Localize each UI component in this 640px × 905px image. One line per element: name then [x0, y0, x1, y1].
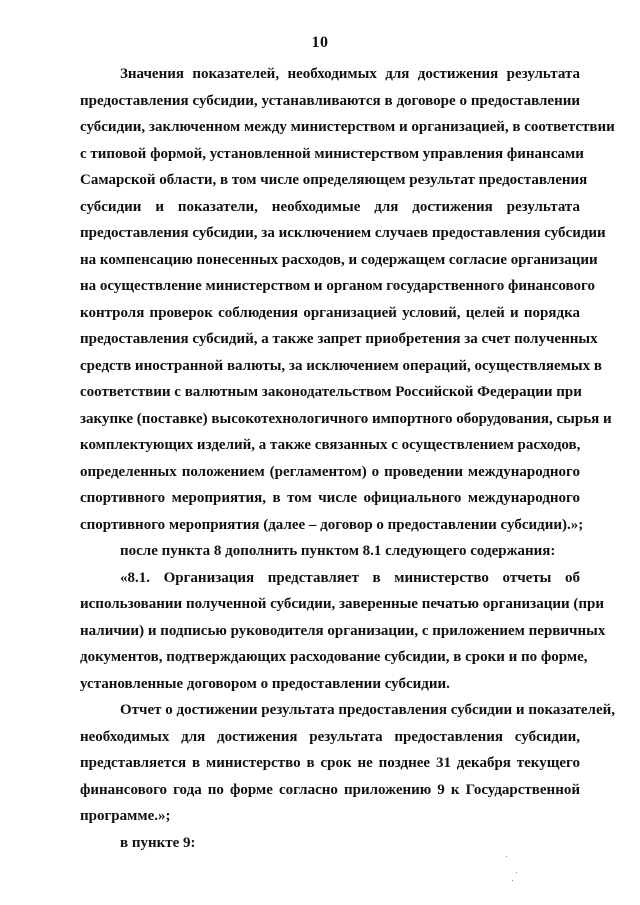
paragraph-1-line-5: Самарской области, в том числе определяющем результат предоставления: [80, 172, 588, 188]
paragraph-4-line-5: программе.»;: [80, 808, 171, 824]
paragraph-5-line-1: в пункте 9:: [120, 835, 196, 851]
paragraph-4-line-2: необходимых для достижения результата предоставления субсидии,: [80, 729, 580, 745]
paragraph-1-line-13: соответствии с валютным законодательством Российской Федерации при: [80, 384, 582, 400]
paragraph-3-line-1: «8.1. Организация представляет в министерство отчеты об: [120, 570, 580, 586]
paragraph-1-line-3: субсидии, заключенном между министерством и организацией, в соответствии: [80, 119, 615, 135]
paragraph-3-line-3: наличии) и подписью руководителя организации, с приложением первичных: [80, 623, 606, 639]
paragraph-1-line-8: на компенсацию понесенных расходов, и содержащем согласие организации: [80, 252, 598, 268]
paragraph-1-line-15: комплектующих изделий, а также связанных с осуществлением расходов,: [80, 437, 581, 453]
paragraph-3-line-4: документов, подтверждающих расходование субсидии, в сроки и по форме,: [80, 649, 588, 665]
paragraph-1-line-9: на осуществление министерством и органом государственного финансового: [80, 278, 595, 294]
paragraph-4-line-3: представляется в министерство в срок не позднее 31 декабря текущего: [80, 755, 580, 771]
paragraph-3-line-5: установленные договором о предоставлении субсидии.: [80, 676, 450, 692]
paragraph-1-line-18: спортивного мероприятия (далее – договор о предоставлении субсидии).»;: [80, 517, 584, 533]
paragraph-1-line-4: с типовой формой, установленной министерством управления финансами: [80, 146, 584, 162]
paragraph-4-line-4: финансового года по форме согласно приложению 9 к Государственной: [80, 782, 580, 798]
paragraph-1-line-1: Значения показателей, необходимых для достижения результата: [120, 66, 580, 82]
paragraph-2-line-1: после пункта 8 дополнить пунктом 8.1 следующего содержания:: [120, 543, 556, 559]
paragraph-1-line-2: предоставления субсидии, устанавливаются в договоре о предоставлении: [80, 93, 580, 109]
paragraph-1-line-14: закупке (поставке) высокотехнологичного импортного оборудования, сырья и: [80, 411, 612, 427]
paragraph-4-line-1: Отчет о достижении результата предоставления субсидии и показателей,: [120, 702, 616, 718]
scan-artifact: [512, 880, 513, 881]
paragraph-1-line-7: предоставления субсидии, за исключением случаев предоставления субсидии: [80, 225, 606, 241]
scan-artifact: [516, 872, 517, 873]
paragraph-1-line-6: субсидии и показатели, необходимые для достижения результата: [80, 199, 580, 215]
page-number: 10: [311, 34, 329, 51]
paragraph-1-line-17: спортивного мероприятия, в том числе официального международного: [80, 490, 580, 506]
paragraph-1-line-16: определенных положением (регламентом) о проведении международного: [80, 464, 580, 480]
paragraph-1-line-10: контроля проверок соблюдения организацией условий, целей и порядка: [80, 305, 580, 321]
paragraph-3-line-2: использовании полученной субсидии, заверенные печатью организации (при: [80, 596, 604, 612]
paragraph-1-line-12: средств иностранной валюты, за исключением операций, осуществляемых в: [80, 358, 602, 374]
paragraph-1-line-11: предоставления субсидий, а также запрет приобретения за счет полученных: [80, 331, 598, 347]
scan-artifact: [506, 856, 507, 857]
